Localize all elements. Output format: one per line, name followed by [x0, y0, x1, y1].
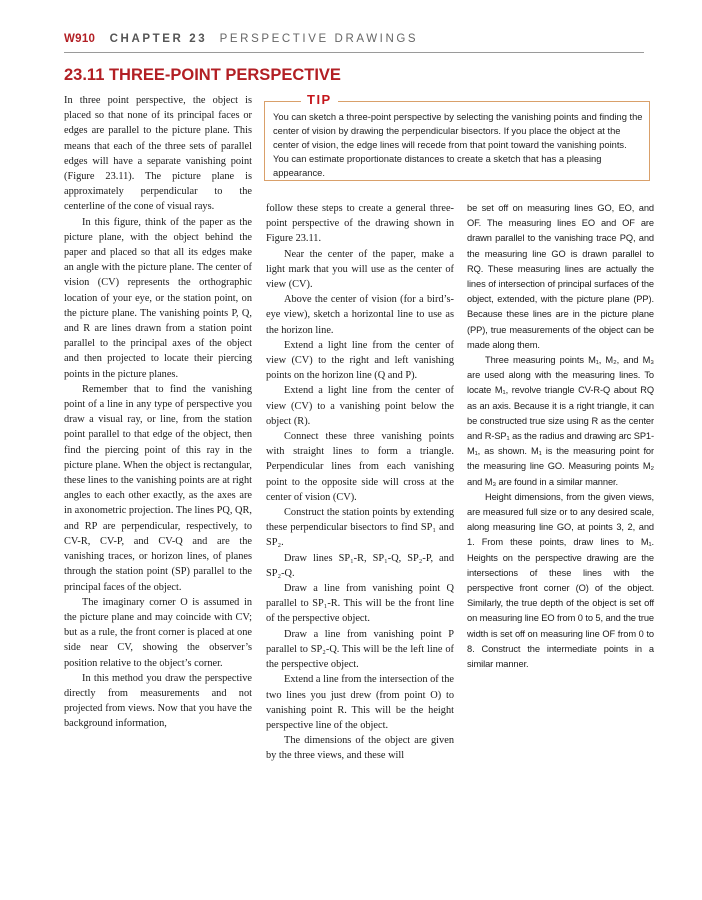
paragraph: In three point perspective, the object is placed so that none of its principal faces or edges are parallel to the picture plane. This means that each of the three sets of parallel edges will have a separate vanishing point (Figure 23.11). The picture plane is approximately perpendicular to the centerline of the cone of visual rays. [64, 95, 252, 213]
step-paragraph: Connect these three vanishing points with straight lines to form a triangle. Perpendicular lines from each vanishing point to the opposite side will cross at the center of vision (CV). [266, 431, 454, 503]
chapter-title: PERSPECTIVE DRAWINGS [219, 33, 419, 45]
paragraph: In this figure, think of the paper as the picture plane, with the object behind the paper and placed so that all its edges make an angle with the picture plane. The center of vision (CV) represents the orthographic location of your eye, or the station point, on the picture plane. The vanishing points P, Q, and R are lines drawn from a station point parallel to the principal axes of the object and then projected to locate their piercing points in the picture planes. [64, 216, 252, 380]
step-paragraph: Draw a line from vanishing point Q parallel to SP₁-R. This will be the front line of the perspective object. [266, 583, 454, 625]
step-paragraph: Extend a light line from the center of view (CV) to a vanishing point below the object (R). [266, 385, 454, 427]
column-1 [64, 93, 252, 732]
running-head [64, 33, 418, 45]
paragraph: The dimensions of the object are given by the three views, and these will [266, 735, 454, 762]
step-paragraph: Draw lines SP₁-R, SP₁-Q, SP₂-P, and SP₂-Q. [266, 552, 454, 579]
paragraph: Three measuring points M₁, M₂, and M₃ are used along with the measuring lines. To locate M₁, revolve triangle CV-R-Q about RQ as an axis. Because it is a right triangle, it can be constructed true size using R as the center and R-SP₁ as the radius and drawing arc SP1-M₁, as shown. M₁ is the measuring point for the measuring line GO. Measuring points M₂ and M₃ are found in a similar manner. [467, 355, 654, 487]
paragraph: Remember that to find the vanishing point of a line in any type of perspective you draw a visual ray, or line, from the station point parallel to that edge of the object, then find the piercing point of this ray in the picture plane. When the object is rectangular, these lines to the vanishing points are at right angles to each other exactly, as the axes are in axonometric projection. The lines PQ, QR, and RP are perpendicular, respectively, to CV-R, CV-P, and CV-Q and are the vanishing traces, or horizon lines, of planes through the station point (SP) parallel to the principal faces of the object. [64, 383, 252, 593]
step-paragraph: Extend a light line from the center of view (CV) to the right and left vanishing points on the horizon line (Q and P). [266, 339, 454, 382]
column-3 [467, 201, 654, 672]
step-paragraph: Above the center of vision (for a bird’s-eye view), sketch a horizontal line to use as the horizon line. [266, 294, 454, 336]
page-number: W910 [64, 33, 96, 45]
chapter-label: CHAPTER 23 [109, 33, 208, 45]
paragraph: be set off on measuring lines GO, EO, and OF. The measuring lines EO and OF are drawn parallel to the vanishing trace PQ, and the measuring line GO is drawn parallel to RQ. These measuring lines are actually the lines of intersection of principal surfaces of the object, extended, with the picture plane (PP). Because these lines are in the picture plane (PP), true measurements of the object can be made along them. [467, 203, 654, 350]
section-heading: 23.11 THREE-POINT PERSPECTIVE [64, 66, 341, 84]
header-rule [64, 52, 644, 53]
step-paragraph: Draw a line from vanishing point P parallel to SP₂-Q. This will be the left line of the perspective object. [266, 628, 454, 671]
paragraph: The imaginary corner O is assumed in the picture plane and may coincide with CV; but as a rule, the front corner is placed at one side near CV, showing the observer’s position relative to the object’s corner. [64, 596, 252, 669]
paragraph: In this method you draw the perspective directly from measurements and not projected from views. Now that you have the background information, [64, 672, 252, 730]
paragraph: follow these steps to create a general three-point perspective of the drawing shown in Figure 23.11. [266, 203, 454, 245]
tip-text: You can sketch a three-point perspective by selecting the vanishing points and finding the center of vision by drawing the perpendicular bisectors. If you place the object at the center of vision, the edge lines will recede from that point toward the vanishing points. You can estimate proportionate distances to create a sketch that has a pleasing appearance. [273, 112, 643, 178]
step-paragraph: Construct the station points by extending these perpendicular bisectors to find SP₁ and SP₂. [266, 507, 454, 549]
tip-label: TIP [301, 92, 338, 108]
column-2 [266, 201, 454, 764]
step-paragraph: Near the center of the paper, make a light mark that you will use as the center of view (CV). [266, 248, 454, 291]
tip-box [264, 92, 650, 181]
paragraph: Height dimensions, from the given views, are measured full size or to any desired scale, along measuring line GO, at points 3, 2, and 1. From these points, draw lines to M₁. Heights on the perspective drawing are the intersections of these lines with the perspective front corner (O) of the object. Similarly, the true depth of the object is set off on measuring line EO from 0 to 5, and the true width is set off on measuring line OF from 0 to 8. Construct the intermediate points in a similar manner. [467, 491, 654, 670]
step-paragraph: Extend a line from the intersection of the two lines you just drew (from point O) to vanishing point R. This will be the height perspective line of the object. [266, 674, 454, 731]
